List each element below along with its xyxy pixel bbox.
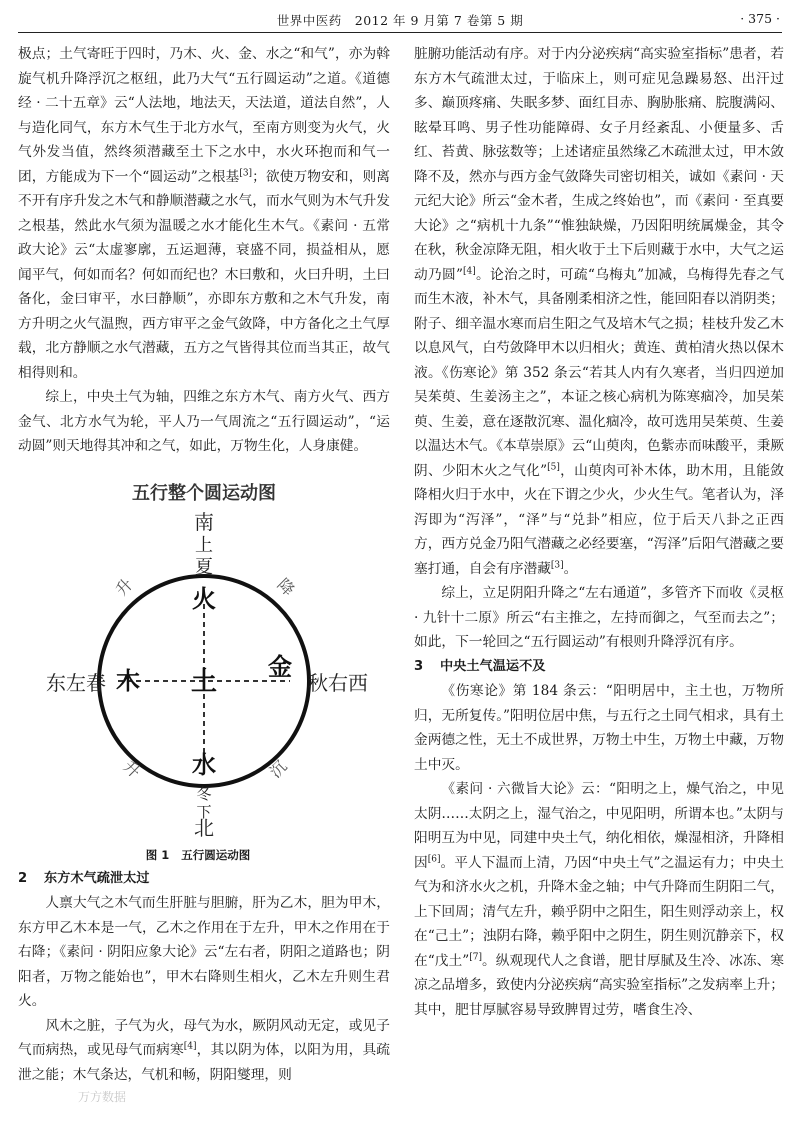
element-earth: 土 [190, 666, 218, 697]
journal-title: 世界中医药 2012 年 9 月第 7 卷第 5 期 [276, 13, 524, 28]
north-label-char: 北 [194, 815, 214, 840]
section-2-heading: 2 东方木气疏泄太过 [18, 870, 150, 886]
figure-caption: 图 1 五行圆运动图 [145, 847, 251, 862]
left-column [18, 42, 390, 1087]
east-label: 东左春 [46, 670, 106, 695]
paragraph: 综上，中央土气为轴，四维之东方木气、南方火气、西方金气、北方水气为轮，平人乃一气周流之“五行圆运动”，“运动圆”则天地得其冲和之气，如此，万物生化，人身康健。 [18, 389, 390, 454]
paragraph: 综上，立足阴阳升降之“左右通道”，多管齐下而收《灵枢 · 九针十二原》所云“右主推之，左持而御之，气至而去之”；如此，下一轮回之“五行圆运动”有根则升降浮沉有序。 [414, 585, 784, 650]
paragraph: 人禀大气之木气而生肝脏与胆腑，肝为乙木，胆为甲木，东方甲乙木本是一气，乙木之作用在于左升，甲木之作用在于右降；《素问 · 阴阳应象大论》云“左右者，阴阳之道路也；阴阳者，万物之能始也”，甲木右降则生相火，乙木左升则生君火。 [18, 895, 390, 1009]
paragraph: 极点；土气寄旺于四时，乃木、火、金、水之“和气”，亦为斡旋气机升降浮沉之枢纽，此乃大气“五行圆运动”之道。《道德经 · 二十五章》云“人法地，地法天，天法道，道法自然”，人与造化同气，东方木气生于北方水气，至南方则变为火气，火气外发当值，然终须潜藏至土下之水中，水火环抱而和气一团，方能成为下一个“圆运动”之根基[3]；欲使万物安和，则离不开有序升发之木气和静顺潜藏之水气，而水气则为木气升发之根基，然此水气须为温暖之水才能化生木气。《素问 · 五常政大论》云“太虚寥廓，五运迴薄，衰盛不同，损益相从，愿闻平气，何如而名？何如而纪也？木曰敷和，火曰升明，土曰备化，金曰审平，水曰静顺”，亦即东方敷和之木气升发，南方升明之火气温煦，西方审平之金气敛降，中方备化之土气厚载，北方静顺之水气潜藏，五方之气皆得其位而当其正，故气相得则和。 [18, 46, 390, 381]
west-label: 秋右西 [308, 670, 368, 695]
paragraph: 风木之脏，子气为火，母气为水，厥阴风动无定，或见子气而病热，或见母气而病寒[4]，其以阴为体，以阳为用，具疏泄之能；木气条达，气机和畅，阴阳燮理，则 [18, 1017, 390, 1083]
five-elements-figure [18, 469, 390, 841]
arrow-label-se: 沉 [265, 756, 291, 781]
south-label-char: 南 [194, 509, 214, 534]
element-fire: 火 [192, 583, 216, 613]
north-label-char: 下 [196, 802, 212, 821]
element-wood: 木 [116, 665, 140, 695]
arrow-label-nw: 升 [111, 574, 137, 599]
element-metal: 金 [268, 651, 292, 681]
arrow-label-sw: 升 [119, 756, 145, 781]
arrow-label-ne: 降 [273, 574, 299, 599]
north-label [194, 785, 214, 840]
five-elements-diagram [18, 469, 390, 841]
page-header [18, 8, 782, 33]
right-column [414, 42, 784, 1022]
figure-title: 五行整个圆运动图 [132, 482, 276, 504]
watermark: 万方数据 [78, 1090, 127, 1104]
element-water: 水 [192, 749, 216, 779]
north-label-char: 冬 [196, 784, 212, 803]
section-3-heading: 3 中央土气温运不及 [414, 658, 546, 674]
paragraph: 《素问 · 六微旨大论》云：“阳明之上，燥气治之，中见太阴……太阴之上，湿气治之，中见阳明，所谓本也。”太阴与阳明互为中见，同建中央土气，纳化相依，燥湿相济，升降相因[6]。平人下温而上清，乃因“中央土气”之温运有力；中央土气为和济水火之机，升降木金之轴；中气升降而生阴阳二气，上下回周；清气左升，赖乎阴中之阳生，阳生则浮动亲上，权在“己土”；浊阴右降，赖乎阳中之阴生，阴生则沉静亲下，权在“戊土”[7]。纵观现代人之食谱，肥甘厚腻及生冷、冰冻、寒凉之品增多，致使内分泌疾病“高实验室指标”之发病率上升；其中，肥甘厚腻容易导致脾胃过劳，嗜食生冷、 [414, 781, 784, 1018]
paragraph: 脏腑功能活动有序。对于内分泌疾病“高实验室指标”患者，若东方木气疏泄太过，于临床上，则可症见急躁易怒、出汗过多、巅顶疼痛、失眠多梦、面红目赤、胸胁胀痛、脘腹满闷、眩晕耳鸣、男子性功能障碍、女子月经紊乱、小便量多、舌红、苔黄、脉弦数等；上述诸症虽然缘乙木疏泄太过，甲木敛降不及，然亦与西方金气敛降失司密切相关，诚如《素问 · 天元纪大论》所云“金木者，生成之终始也”，而《素问 · 至真要大论》之“病机十九条”“惟独缺燥，乃因阳明统属燥金，其令在秋，秋金凉降无阻，相火收于土下后则藏于水中，大气之运动乃圆”[4]。论治之时，可疏“乌梅丸”加减，乌梅得先春之气而生木液，补木气，具备刚柔相济之性，能回阳春以消阴类；附子、细辛温水寒而启生阳之气及培木气之损；桂枝升发乙木以息风气，白芍敛降甲木以归相火；黄连、黄柏清火热以保木液。《伤寒论》第 352 条云“若其人内有久寒者，当归四逆加吴茱萸、生姜汤主之”，本证之核心病机为陈寒痼冷，加吴茱萸、生姜，意在逐散沉寒、温化痼冷，故可选用吴茱萸、生姜以温达木气。《本草崇原》云“山萸肉，色紫赤而味酸平，秉厥阴、少阳木火之气化”[5]，山萸肉可补木体，助木用，且能敛降相火归于水中，火在下谓之少火，少火生气。笔者认为，泽泻即为“泻泽”，“泽”与“兑卦”相应，位于后天八卦之正西方，西方兑金乃阳气潜藏之必经要塞，“泻泽”后阳气潜藏之要塞打通，自会有序潜藏[3]。 [414, 46, 785, 577]
page-number: · 375 · [740, 11, 780, 26]
south-label-stack [194, 510, 214, 578]
paragraph: 《伤寒论》第 184 条云：“阳明居中，主土也，万物所归，无所复传。”阳明位居中焦，与五行之土同气相求，具有土金两德之性，无土不成世界，万物土中生，万物土中藏，万物土中灭。 [414, 683, 784, 773]
south-label-char: 夏 [195, 556, 213, 578]
south-label-char: 上 [195, 534, 213, 556]
